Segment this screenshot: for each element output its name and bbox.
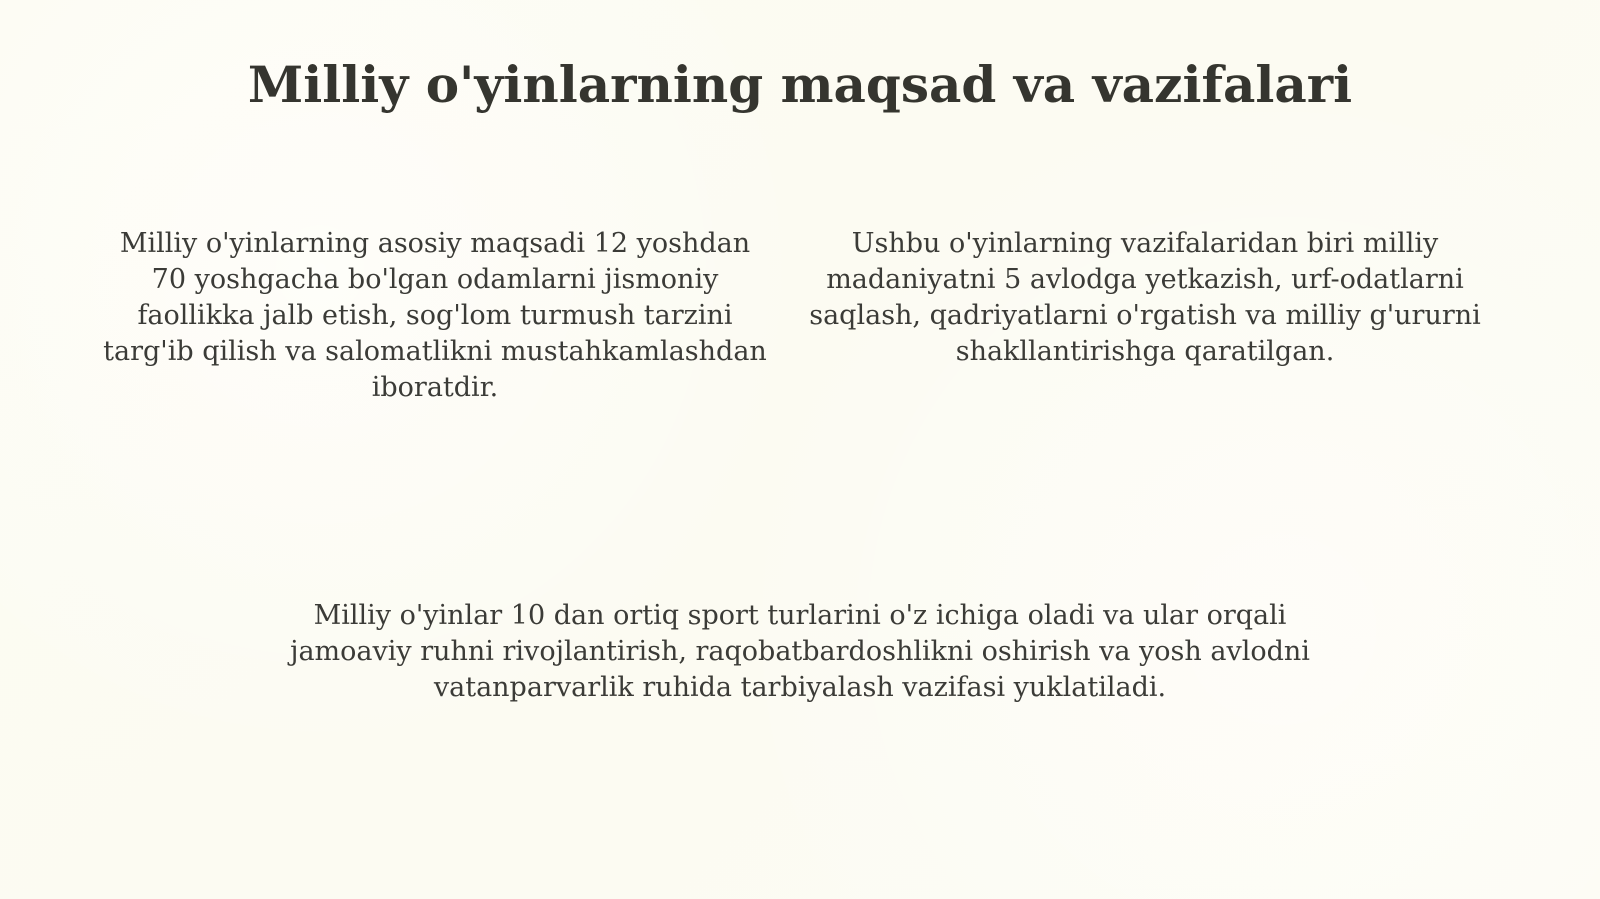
- paragraph-purpose: Milliy o'yinlarning asosiy maqsadi 12 yoshdan 70 yoshgacha bo'lgan odamlarni jismoniy faollikka jalb etish, sog'lom turmush tarzini targ'ib qilish va salomatlikni mustahkamlashdan iboratdir.: [103, 228, 767, 403]
- slide-title: Milliy o'yinlarning maqsad va vazifalari: [247, 55, 1353, 114]
- paragraph-sports: Milliy o'yinlar 10 dan ortiq sport turlarini o'z ichiga oladi va ular orqali jamoaviy ruhni rivojlantirish, raqobatbardoshlikni oshirish va yosh avlodni vatanparvarlik ruhida tarbiyalash vazifasi yuklatiladi.: [290, 600, 1310, 703]
- paragraph-tasks: Ushbu o'yinlarning vazifalaridan biri milliy madaniyatni 5 avlodga yetkazish, urf-odatlarni saqlash, qadriyatlarni o'rgatish va milliy g'ururni shakllantirishga qaratilgan.: [809, 228, 1481, 367]
